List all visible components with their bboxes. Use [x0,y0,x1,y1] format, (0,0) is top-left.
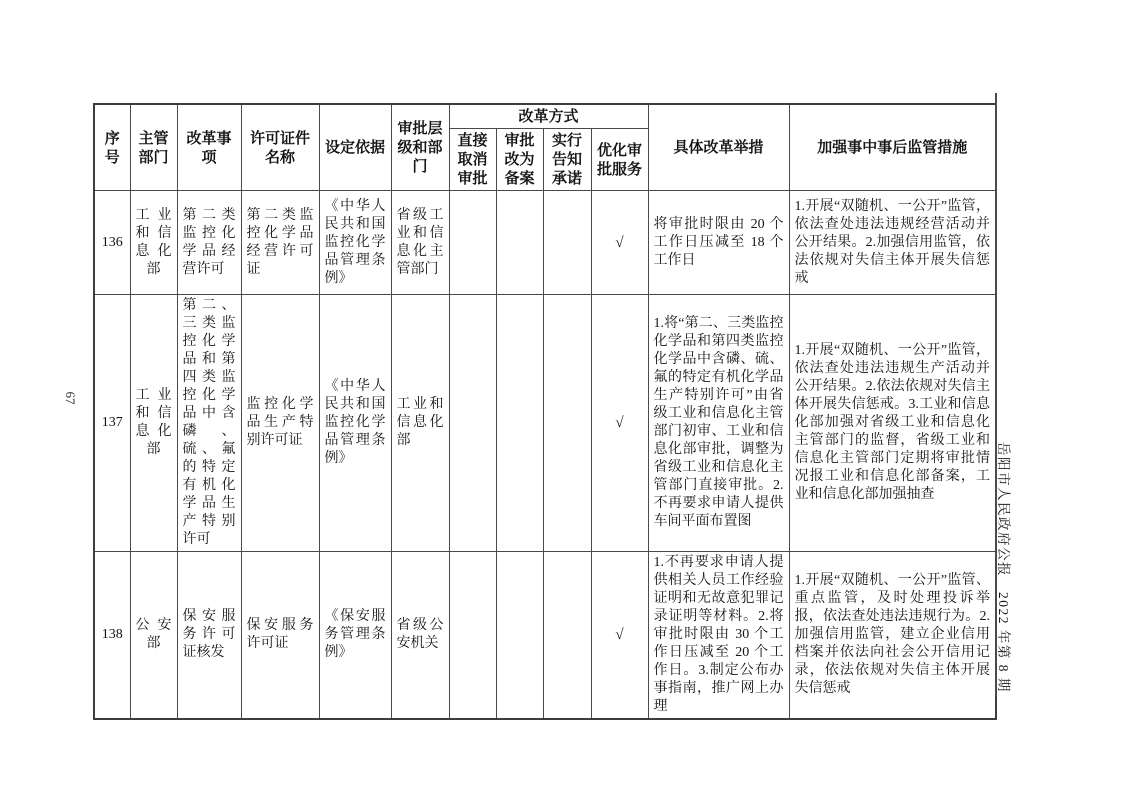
cell-method-record [496,295,543,552]
cell-measures: 1.不再要求申请人提供相关人员工作经验证明和无故意犯罪记录证明等材料。2.将审批时限由 30 个工作日压减至 20 个工作日。3.制定公布办事指南，推广网上办理 [648,552,789,720]
cell-supervision: 1.开展“双随机、一公开”监管，依法查处违法违规经营活动并公开结果。2.加强信用监管，依法依规对失信主体开展失信惩戒 [789,191,996,295]
cell-level: 省级公安机关 [391,552,449,720]
header-method-cancel: 直接取消审批 [449,129,496,191]
cell-seq: 138 [94,552,130,720]
gazette-spine-title: 岳阳市人民政府公报 2022 年第 8 期 [996,442,1011,693]
cell-level: 省级工业和信息化主管部门 [391,191,449,295]
cell-dept: 工业和信息化部 [130,295,177,552]
cell-method-cancel [449,552,496,720]
cell-supervision: 1.开展“双随机、一公开”监管、重点监管，及时处理投诉举报，依法查处违法违规行为。2.加强信用监管，建立企业信用档案并依法向社会公开信用记录，依法依规对失信主体开展失信惩戒 [789,552,996,720]
header-method-optimize: 优化审批服务 [591,129,648,191]
cell-supervision: 1.开展“双随机、一公开”监管，依法查处违法违规生产活动并公开结果。2.依法依规对失信主体开展失信惩戒。3.工业和信息化部加强对省级工业和信息化主管部门的监督，省级工业和信息化主管部门定期将审批情况报工业和信息化部备案，工业和信息化部加强抽查 [789,295,996,552]
cell-method-cancel [449,191,496,295]
cell-measures: 1.将“第二、三类监控化学品和第四类监控化学品中含磷、硫、氟的特定有机化学品生产特别许可”由省级工业和信息化主管部门初审、工业和信息化部审批，调整为省级工业和信息化主管部门直接审批。2.不再要求申请人提供车间平面布置图 [648,295,789,552]
cell-method-optimize-checkmark: √ [591,191,648,295]
cell-method-optimize-checkmark: √ [591,295,648,552]
cell-method-notice [543,191,591,295]
cell-method-notice [543,295,591,552]
cell-item: 第二类监控化学品经营许可 [177,191,241,295]
cell-method-optimize-checkmark: √ [591,552,648,720]
header-item: 改革事项 [177,104,241,191]
cell-method-notice [543,552,591,720]
reform-items-table [93,103,997,720]
header-supervision: 加强事中事后监管措施 [789,104,996,191]
cell-license: 第二类监控化学品经营许可证 [241,191,319,295]
cell-level: 工业和信息化部 [391,295,449,552]
header-basis: 设定依据 [319,104,391,191]
cell-item: 第二、三类监控化学品和第四类监控化学品中含磷、硫、氟的特定有机化学品生产特别许可 [177,295,241,552]
cell-method-cancel [449,295,496,552]
page-number: 67 [63,391,78,405]
cell-license: 保安服务许可证 [241,552,319,720]
table-row-138 [94,552,996,720]
cell-item: 保安服务许可证核发 [177,552,241,720]
cell-method-record [496,552,543,720]
cell-measures: 将审批时限由 20 个工作日压减至 18 个工作日 [648,191,789,295]
table-row-136 [94,191,996,295]
cell-dept: 工业和信息化部 [130,191,177,295]
header-measures: 具体改革举措 [648,104,789,191]
cell-license: 监控化学品生产特别许可证 [241,295,319,552]
cell-seq: 136 [94,191,130,295]
cell-method-record [496,191,543,295]
cell-seq: 137 [94,295,130,552]
table-row-137 [94,295,996,552]
header-method-record: 审批改为备案 [496,129,543,191]
header-seq: 序号 [94,104,130,191]
cell-dept: 公安部 [130,552,177,720]
cell-basis: 《中华人民共和国监控化学品管理条例》 [319,295,391,552]
cell-basis: 《保安服务管理条例》 [319,552,391,720]
header-dept: 主管部门 [130,104,177,191]
header-method-notice: 实行告知承诺 [543,129,591,191]
header-method-group: 改革方式 [449,104,648,129]
header-level: 审批层级和部门 [391,104,449,191]
header-license: 许可证件名称 [241,104,319,191]
cell-basis: 《中华人民共和国监控化学品管理条例》 [319,191,391,295]
